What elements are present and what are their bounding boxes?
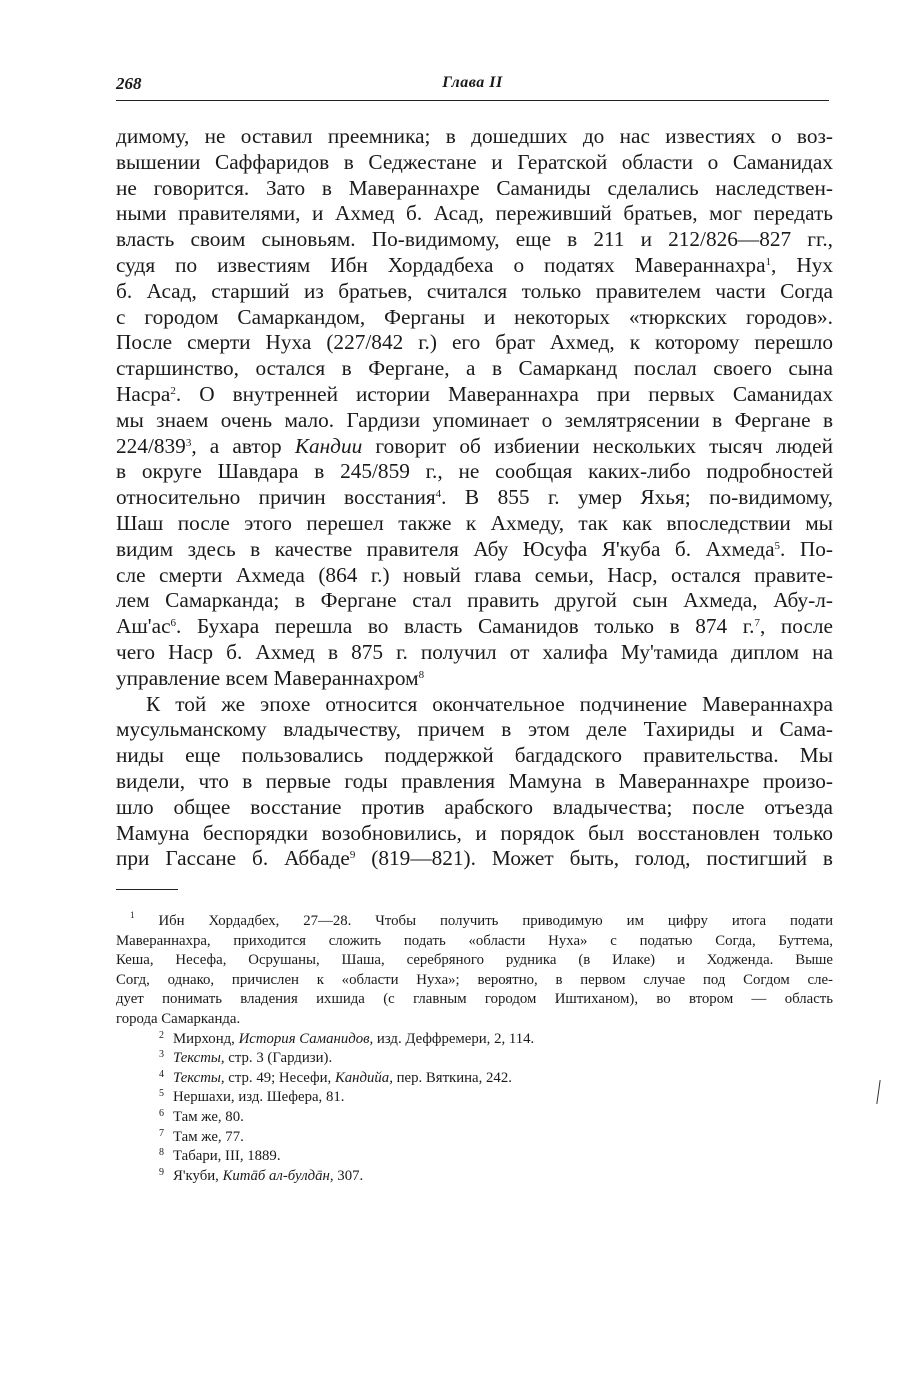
text-line: мусульманскому владычеству, причем в этом деле Тахириды и Сама- bbox=[116, 717, 833, 742]
footnote-ref: 8 bbox=[418, 668, 425, 681]
footnote-5: 5 Нершахи, изд. Шефера, 81. bbox=[159, 1088, 345, 1106]
text-line: $224/839^3$, а автор Кандии говорит об избиении нескольких тысяч людей bbox=[116, 433, 833, 458]
text-line: власть своим сыновьям. По-видимому, еще в 211 и 212/826—827 гг., bbox=[116, 227, 833, 252]
text-line: вышении Саффаридов в Седжестане и Гератской области о Саманидах bbox=[116, 149, 833, 174]
footnote-ref: 2 bbox=[170, 384, 176, 397]
footnote-ref: 9 bbox=[349, 849, 356, 862]
footnote-ref: 5 bbox=[774, 539, 781, 552]
footnote-separator bbox=[116, 889, 178, 890]
text-line: $Аш'ас^6$. Бухара перешла во власть Саманидов только в 874 г.$^7$, после bbox=[116, 614, 833, 639]
text-line: сле смерти Ахмеда (864 г.) новый глава семьи, Наср, остался правите- bbox=[116, 562, 833, 587]
text-line: Насра$^2$. О внутренней истории Мавераннахра при первых Саманидах bbox=[116, 381, 833, 406]
text-line: управление всем Мавераннахром$^8$ bbox=[116, 665, 425, 690]
text-line: относительно причин восстания$^4$. В 855 г. умер Яхья; по-видимому, bbox=[116, 485, 833, 510]
running-head: Глава II bbox=[442, 74, 503, 91]
text-line: чего Наср б. Ахмед в 875 г. получил от халифа Му'тамида диплом на bbox=[116, 639, 833, 664]
text-line: После смерти Нуха (227/842 г.) его брат Ахмед, к которому перешло bbox=[116, 330, 833, 355]
footnote-ref: 6 bbox=[170, 617, 177, 630]
footnote-7: 7 Там же, 77. bbox=[159, 1127, 244, 1145]
footnote-8: 8 Табари, III, 1889. bbox=[159, 1147, 281, 1165]
footnote-3: 3 Тексты, стр. 3 (Гардизи). bbox=[159, 1049, 333, 1067]
footnote-1-line: города Самарканда. bbox=[116, 1010, 241, 1027]
page-header bbox=[116, 74, 829, 101]
text-line: видим здесь в качестве правителя Абу Юсуфа Я'куба б. Ахмеда$^5$. По- bbox=[116, 536, 833, 561]
text-line: в округе Шавдара в 245/859 г., не сообщая каких-либо подробностей bbox=[116, 459, 833, 484]
footnote-ref: 7 bbox=[754, 617, 760, 630]
footnote-1-line: Кеша, Несефа, Осрушаны, Шаша, серебряного рудника (в Илаке) и Ходженда. Выше bbox=[116, 952, 833, 969]
footnote-6: 6 Там же, 80. bbox=[159, 1107, 244, 1125]
text-line: видели, что в первые годы правления Мамуна в Мавераннахре произо- bbox=[116, 768, 833, 793]
text-line: судя по известиям Ибн Хордадбеха о податях Мавераннахра$^1$, Нух bbox=[116, 252, 833, 277]
text-line: ниды еще пользовались поддержкой багдадского правительства. Мы bbox=[116, 743, 833, 768]
footnote-2: 2 Мирхонд, История Саманидов, изд. Деффремери, 2, 114. bbox=[159, 1029, 535, 1047]
main-text bbox=[116, 124, 833, 872]
text-line: б. Асад, старший из братьев, считался только правителем части Согда bbox=[116, 278, 833, 303]
margin-mark bbox=[876, 1080, 880, 1104]
text-line: Мамуна беспорядки возобновились, и порядок был восстановлен только bbox=[116, 820, 833, 845]
text-line: с городом Самаркандом, Ферганы и некоторых «тюркских городов». bbox=[116, 304, 833, 329]
text-line: шло общее восстание против арабского владычества; после отъезда bbox=[116, 794, 833, 819]
footnote-9: 9 Я'куби, Китāб ал-булдāн, 307. bbox=[159, 1166, 364, 1184]
text-line: при Гассане б. Аббаде$^9$ (819—821). Может быть, голод, постигший в bbox=[116, 846, 833, 871]
page-number: 268 bbox=[116, 74, 142, 93]
text-line: ными правителями, и Ахмед б. Асад, переживший братьев, мог передать bbox=[116, 201, 833, 226]
footnote-1-line: дует понимать владения ихшида (с главным городом Иштиханом), во втором — область bbox=[116, 991, 833, 1008]
text-line: лем Самарканда; в Фергане стал править другой сын Ахмеда, Абу-л- bbox=[116, 588, 833, 613]
text-line: мы знаем очень мало. Гардизи упоминает о землятрясении в Фергане в bbox=[116, 407, 833, 432]
text-line: Шаш после этого перешел также к Ахмеду, так как впоследствии мы bbox=[116, 510, 833, 535]
footnote-1: $^1$ Ибн Хордадбех, 27—28. Чтобы получить приводимую им цифру итога подати bbox=[130, 910, 833, 929]
text-line: К той же эпохе относится окончательное подчинение Мавераннахра bbox=[146, 691, 833, 716]
footnotes bbox=[116, 912, 833, 1186]
footnote-ref: 3 bbox=[185, 436, 192, 449]
footnote-4: 4 Тексты, стр. 49; Несефи, Кандийа, пер. Вяткина, 242. bbox=[159, 1068, 512, 1086]
text-line: старшинство, остался в Фергане, а в Самарканд послал своего сына bbox=[116, 356, 833, 381]
footnote-1-line: Мавераннахра, приходится сложить подать «области Нуха» с податью Согда, Буттема, bbox=[116, 932, 833, 949]
text-line: не говорится. Зато в Мавераннахре Саманиды сделались наследствен- bbox=[116, 175, 833, 200]
footnote-ref: 4 bbox=[435, 488, 442, 501]
footnote-ref: 1 bbox=[765, 255, 772, 268]
text-line: димому, не оставил преемника; в дошедших до нас известиях о воз- bbox=[116, 124, 833, 148]
footnote-1-line: Согд, однако, причислен к «области Нуха»; вероятно, в первом случае под Согдом сле- bbox=[116, 971, 833, 988]
footnote-marker: 1 bbox=[130, 910, 135, 920]
